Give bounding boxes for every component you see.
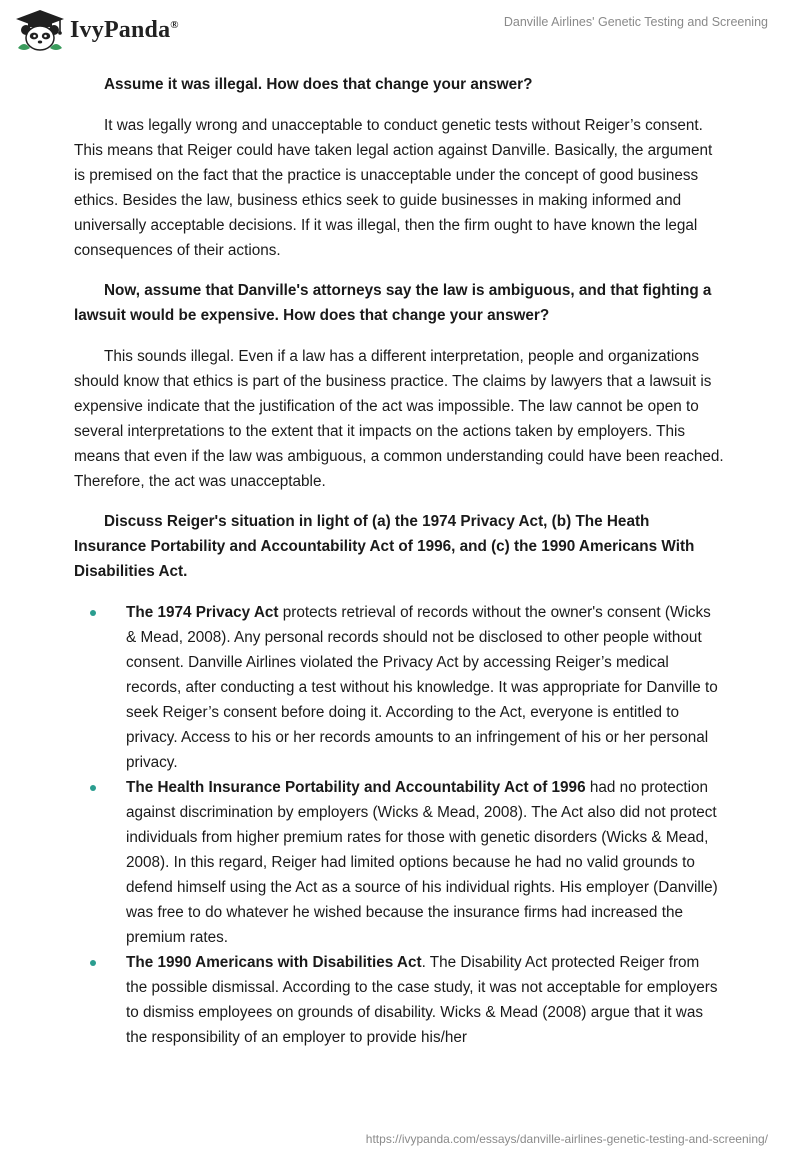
question-heading: Assume it was illegal. How does that change your answer? bbox=[104, 76, 533, 93]
list-item bbox=[74, 950, 724, 1050]
acts-list bbox=[74, 600, 724, 1050]
list-item bbox=[74, 775, 724, 950]
act-description: . The Disability Act protected Reiger from the possible dismissal. According to the case study, it was not acceptable for employers to dismiss employees on grounds of disability. Wicks & Mead (2008) argue that it was the responsibility of an employer to provide his/her bbox=[126, 954, 718, 1046]
act-name: The Health Insurance Portability and Accountability Act of 1996 bbox=[126, 779, 586, 796]
act-description: had no protection against discrimination by employers (Wicks & Mead, 2008). The Act also did not protect individuals from higher premium rates for those with genetic disorders (Wicks & Mead, 2008). In this regard, Reiger had limited options because he had no valid grounds to defend himself using the Act as a source of his individual rights. His employer (Danville) was free to do whatever he wished because the insurance firms had increased the premium rates. bbox=[126, 779, 718, 946]
paragraph: This sounds illegal. Even if a law has a different interpretation, people and organizations should know that ethics is part of the business practice. The claims by lawyers that a lawsuit is expensive indicate that the justification of the act was impossible. The law cannot be open to several interpretations to the extent that it impacts on the actions taken by employers. This means that even if the law was ambiguous, a common understanding could have been reached. Therefore, the act was unacceptable. bbox=[74, 348, 724, 490]
panda-graduate-icon bbox=[14, 8, 66, 52]
source-url-link[interactable]: https://ivypanda.com/essays/danville-airlines-genetic-testing-and-screening/ bbox=[365, 1132, 768, 1146]
question-heading: Discuss Reiger's situation in light of (a) the 1974 Privacy Act, (b) The Heath Insurance Portability and Accountability Act of 1996, and (c) the 1990 Americans With Disabilities Act. bbox=[74, 513, 695, 580]
page-header bbox=[0, 0, 800, 70]
question-heading: Now, assume that Danville's attorneys say the law is ambiguous, and that fighting a lawsuit would be expensive. How does that change your answer? bbox=[74, 282, 712, 324]
act-description: protects retrieval of records without the owner's consent (Wicks & Mead, 2008). Any personal records should not be disclosed to other people without consent. Danville Airlines violated the Privacy Act by accessing Reiger’s medical records, after conducting a test without his knowledge. It was appropriate for Danville to seek Reiger’s consent before doing it. According to the Act, everyone is entitled to privacy. Access to his or her records amounts to an infringement of his or her personal privacy. bbox=[126, 604, 718, 771]
act-name: The 1974 Privacy Act bbox=[126, 604, 279, 621]
bullet-icon bbox=[90, 960, 96, 966]
list-item bbox=[74, 600, 724, 775]
ivypanda-logo[interactable] bbox=[14, 8, 179, 52]
bullet-icon bbox=[90, 610, 96, 616]
essay-body bbox=[74, 72, 724, 1050]
document-title: Danville Airlines' Genetic Testing and Screening bbox=[503, 15, 768, 29]
paragraph: It was legally wrong and unacceptable to conduct genetic tests without Reiger’s consent. This means that Reiger could have taken legal action against Danville. Basically, the argument is premised on the fact that the practice is unacceptable under the concept of good business ethics. Besides the law, business ethics seek to guide businesses in making informed and universally acceptable decisions. If it was illegal, then the firm ought to have known the legal consequences of their actions. bbox=[74, 117, 713, 259]
brand-name: IvyPanda® bbox=[70, 16, 179, 43]
bullet-icon bbox=[90, 785, 96, 791]
registered-mark: ® bbox=[170, 18, 179, 31]
act-name: The 1990 Americans with Disabilities Act bbox=[126, 954, 422, 971]
